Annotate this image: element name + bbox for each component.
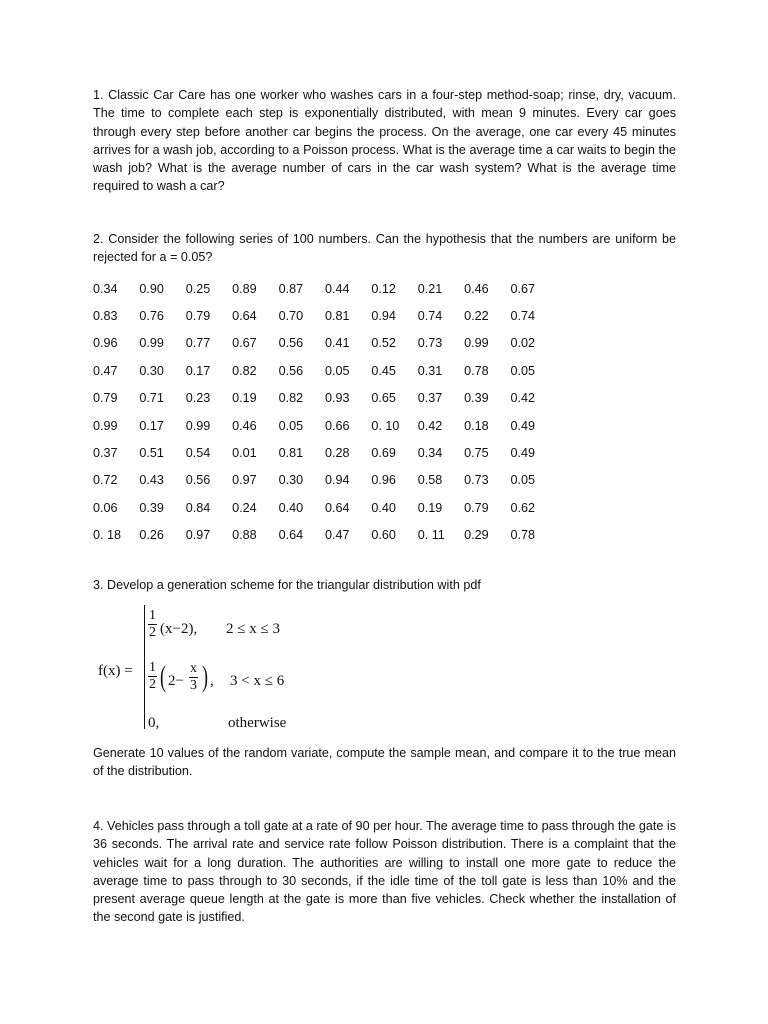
- number-cell: 0.49: [510, 446, 536, 461]
- problem-3-text: 3. Develop a generation scheme for the triangular distribution with pdf: [93, 578, 481, 592]
- formula-half-2: $\frac{1}{2}$: [149, 660, 156, 692]
- number-cell: 0.54: [185, 446, 211, 461]
- number-cell: 0.05: [324, 363, 350, 378]
- number-cell: 0.94: [371, 309, 396, 324]
- number-cell: 0.79: [185, 309, 211, 324]
- number-cell: 0.21: [417, 281, 443, 296]
- number-cell: 0.26: [139, 528, 164, 543]
- number-cell: 0.56: [278, 336, 304, 351]
- number-cell: 0.72: [93, 473, 118, 488]
- number-cell: 0.56: [278, 363, 304, 378]
- number-cell: 0.71: [139, 391, 164, 406]
- number-row: [93, 357, 557, 384]
- number-cell: 0.73: [464, 473, 489, 488]
- number-cell: 0.99: [93, 418, 118, 433]
- number-cell: 0.58: [417, 473, 443, 488]
- number-cell: 0.17: [139, 418, 164, 433]
- number-cell: 0. 10: [371, 418, 400, 433]
- formula-term-2a: 2−: [168, 673, 184, 689]
- number-cell: 0.19: [232, 391, 257, 406]
- number-row: [93, 467, 557, 494]
- number-cell: 0.62: [510, 500, 536, 515]
- formula-term-2b: ,: [210, 673, 214, 689]
- number-cell: 0.30: [139, 363, 164, 378]
- formula-left-paren: (: [160, 660, 166, 693]
- formula-condition-1: 2 ≤ x ≤ 3: [226, 621, 280, 637]
- number-cell: 0.78: [510, 528, 536, 543]
- number-cell: 0.89: [232, 281, 257, 296]
- number-cell: 0.06: [93, 500, 118, 515]
- number-cell: 0.64: [324, 500, 350, 515]
- problem-1-text: 1. Classic Car Care has one worker who washes cars in a four-step method-soap; rinse, dry, vacuum. The time to complete each step is exponentially distributed, with mean 9 minutes. Every car goes through every step before another car begins the process. On the average, one car every 45 minutes arrives for a wash job, according to a Poisson process. What is the average time a car waits to begin the wash job? What is the average number of cars in the car wash system? What is the average time required to wash a car?: [93, 88, 676, 194]
- pdf-formula: [98, 605, 318, 735]
- number-cell: 0.65: [371, 391, 396, 406]
- number-cell: 0.87: [278, 281, 304, 296]
- number-cell: 0.12: [371, 281, 396, 296]
- number-cell: 0.99: [464, 336, 489, 351]
- number-row: [93, 412, 557, 439]
- number-cell: 0.67: [232, 336, 257, 351]
- number-cell: 0.79: [93, 391, 118, 406]
- number-cell: 0.44: [324, 281, 350, 296]
- number-cell: 0.75: [464, 446, 489, 461]
- problem-3-instructions: Generate 10 values of the random variate, compute the sample mean, and compare it to the true mean of the distribution.: [93, 746, 676, 779]
- number-cell: 0.19: [417, 500, 443, 515]
- number-cell: 0.30: [278, 473, 304, 488]
- number-cell: 0.81: [324, 309, 350, 324]
- number-cell: 0.70: [278, 309, 304, 324]
- number-cell: 0.05: [510, 473, 536, 488]
- number-cell: 0.24: [232, 500, 257, 515]
- number-cell: 0.47: [324, 528, 350, 543]
- number-cell: 0.81: [278, 446, 304, 461]
- number-row: [93, 494, 557, 521]
- number-cell: 0.96: [93, 336, 118, 351]
- number-cell: 0.64: [232, 309, 257, 324]
- number-cell: 0.22: [464, 309, 489, 324]
- number-cell: 0.97: [232, 473, 257, 488]
- number-cell: 0.56: [185, 473, 211, 488]
- number-cell: 0.47: [93, 363, 118, 378]
- number-cell: 0.94: [324, 473, 350, 488]
- number-cell: 0.78: [464, 363, 489, 378]
- number-cell: 0.17: [185, 363, 211, 378]
- number-cell: 0.93: [324, 391, 350, 406]
- number-cell: 0.05: [278, 418, 304, 433]
- number-cell: 0.74: [417, 309, 443, 324]
- number-cell: 0.51: [139, 446, 164, 461]
- number-cell: 0.97: [185, 528, 211, 543]
- number-cell: 0.31: [417, 363, 443, 378]
- number-cell: 0.82: [278, 391, 304, 406]
- number-cell: 0.77: [185, 336, 211, 351]
- number-cell: 0.18: [464, 418, 489, 433]
- number-cell: 0.66: [324, 418, 350, 433]
- number-cell: 0.52: [371, 336, 396, 351]
- number-cell: 0.96: [371, 473, 396, 488]
- formula-term-3: 0,: [148, 715, 160, 731]
- number-cell: 0.46: [464, 281, 489, 296]
- number-cell: 0.02: [510, 336, 536, 351]
- number-cell: 0.29: [464, 528, 489, 543]
- number-cell: 0.74: [510, 309, 536, 324]
- number-cell: 0. 11: [417, 528, 445, 543]
- number-cell: 0.60: [371, 528, 396, 543]
- number-cell: 0.40: [278, 500, 304, 515]
- formula-half-1: $\frac{1}{2}$: [149, 608, 156, 640]
- number-cell: 0.05: [510, 363, 536, 378]
- number-cell: 0.39: [139, 500, 164, 515]
- number-cell: 0.67: [510, 281, 536, 296]
- number-cell: 0.84: [185, 500, 211, 515]
- number-row: [93, 330, 557, 357]
- number-cell: 0.79: [464, 500, 489, 515]
- number-row: [93, 275, 557, 302]
- number-cell: 0.42: [510, 391, 536, 406]
- number-cell: 0.49: [510, 418, 536, 433]
- number-cell: 0.88: [232, 528, 257, 543]
- number-cell: 0.37: [417, 391, 443, 406]
- number-cell: 0.43: [139, 473, 164, 488]
- number-cell: 0.99: [139, 336, 164, 351]
- number-cell: 0. 18: [93, 528, 122, 543]
- number-cell: 0.34: [93, 281, 118, 296]
- formula-condition-2: 3 < x ≤ 6: [230, 673, 285, 689]
- number-cell: 0.39: [464, 391, 489, 406]
- number-cell: 0.01: [232, 446, 257, 461]
- number-cell: 0.28: [324, 446, 350, 461]
- number-row: [93, 439, 557, 466]
- number-row: [93, 522, 557, 549]
- number-cell: 0.45: [371, 363, 396, 378]
- formula-x-over-3: $\frac{x}{3}$: [190, 661, 197, 693]
- random-numbers-table: [93, 275, 557, 549]
- number-cell: 0.64: [278, 528, 304, 543]
- number-cell: 0.73: [417, 336, 443, 351]
- number-cell: 0.46: [232, 418, 257, 433]
- formula-right-paren: ): [202, 660, 208, 693]
- number-cell: 0.69: [371, 446, 396, 461]
- formula-lhs: f(x) =: [98, 663, 133, 679]
- number-row: [93, 302, 557, 329]
- number-cell: 0.37: [93, 446, 118, 461]
- number-cell: 0.83: [93, 309, 118, 324]
- number-cell: 0.25: [185, 281, 211, 296]
- problem-2-text: 2. Consider the following series of 100 numbers. Can the hypothesis that the numbers are uniform be rejected for a = 0.05?: [93, 232, 676, 265]
- formula-condition-3: otherwise: [228, 715, 287, 731]
- number-row: [93, 385, 557, 412]
- number-cell: 0.34: [417, 446, 443, 461]
- number-cell: 0.40: [371, 500, 396, 515]
- problem-4-text: 4. Vehicles pass through a toll gate at a rate of 90 per hour. The average time to pass through the gate is 36 seconds. The arrival rate and service rate follow Poisson distribution. There is a complaint that the vehicles wait for a long duration. The authorities are willing to install one more gate to reduce the average time to pass through to 30 seconds, if the idle time of the toll gate is less than 10% and the present average queue length at the gate is more than five vehicles. Check whether the installation of the second gate is justified.: [93, 819, 676, 925]
- number-cell: 0.42: [417, 418, 443, 433]
- number-cell: 0.76: [139, 309, 164, 324]
- number-cell: 0.41: [324, 336, 350, 351]
- number-cell: 0.23: [185, 391, 211, 406]
- number-cell: 0.99: [185, 418, 211, 433]
- formula-term-1: (x−2),: [160, 621, 198, 637]
- number-cell: 0.82: [232, 363, 257, 378]
- number-cell: 0.90: [139, 281, 164, 296]
